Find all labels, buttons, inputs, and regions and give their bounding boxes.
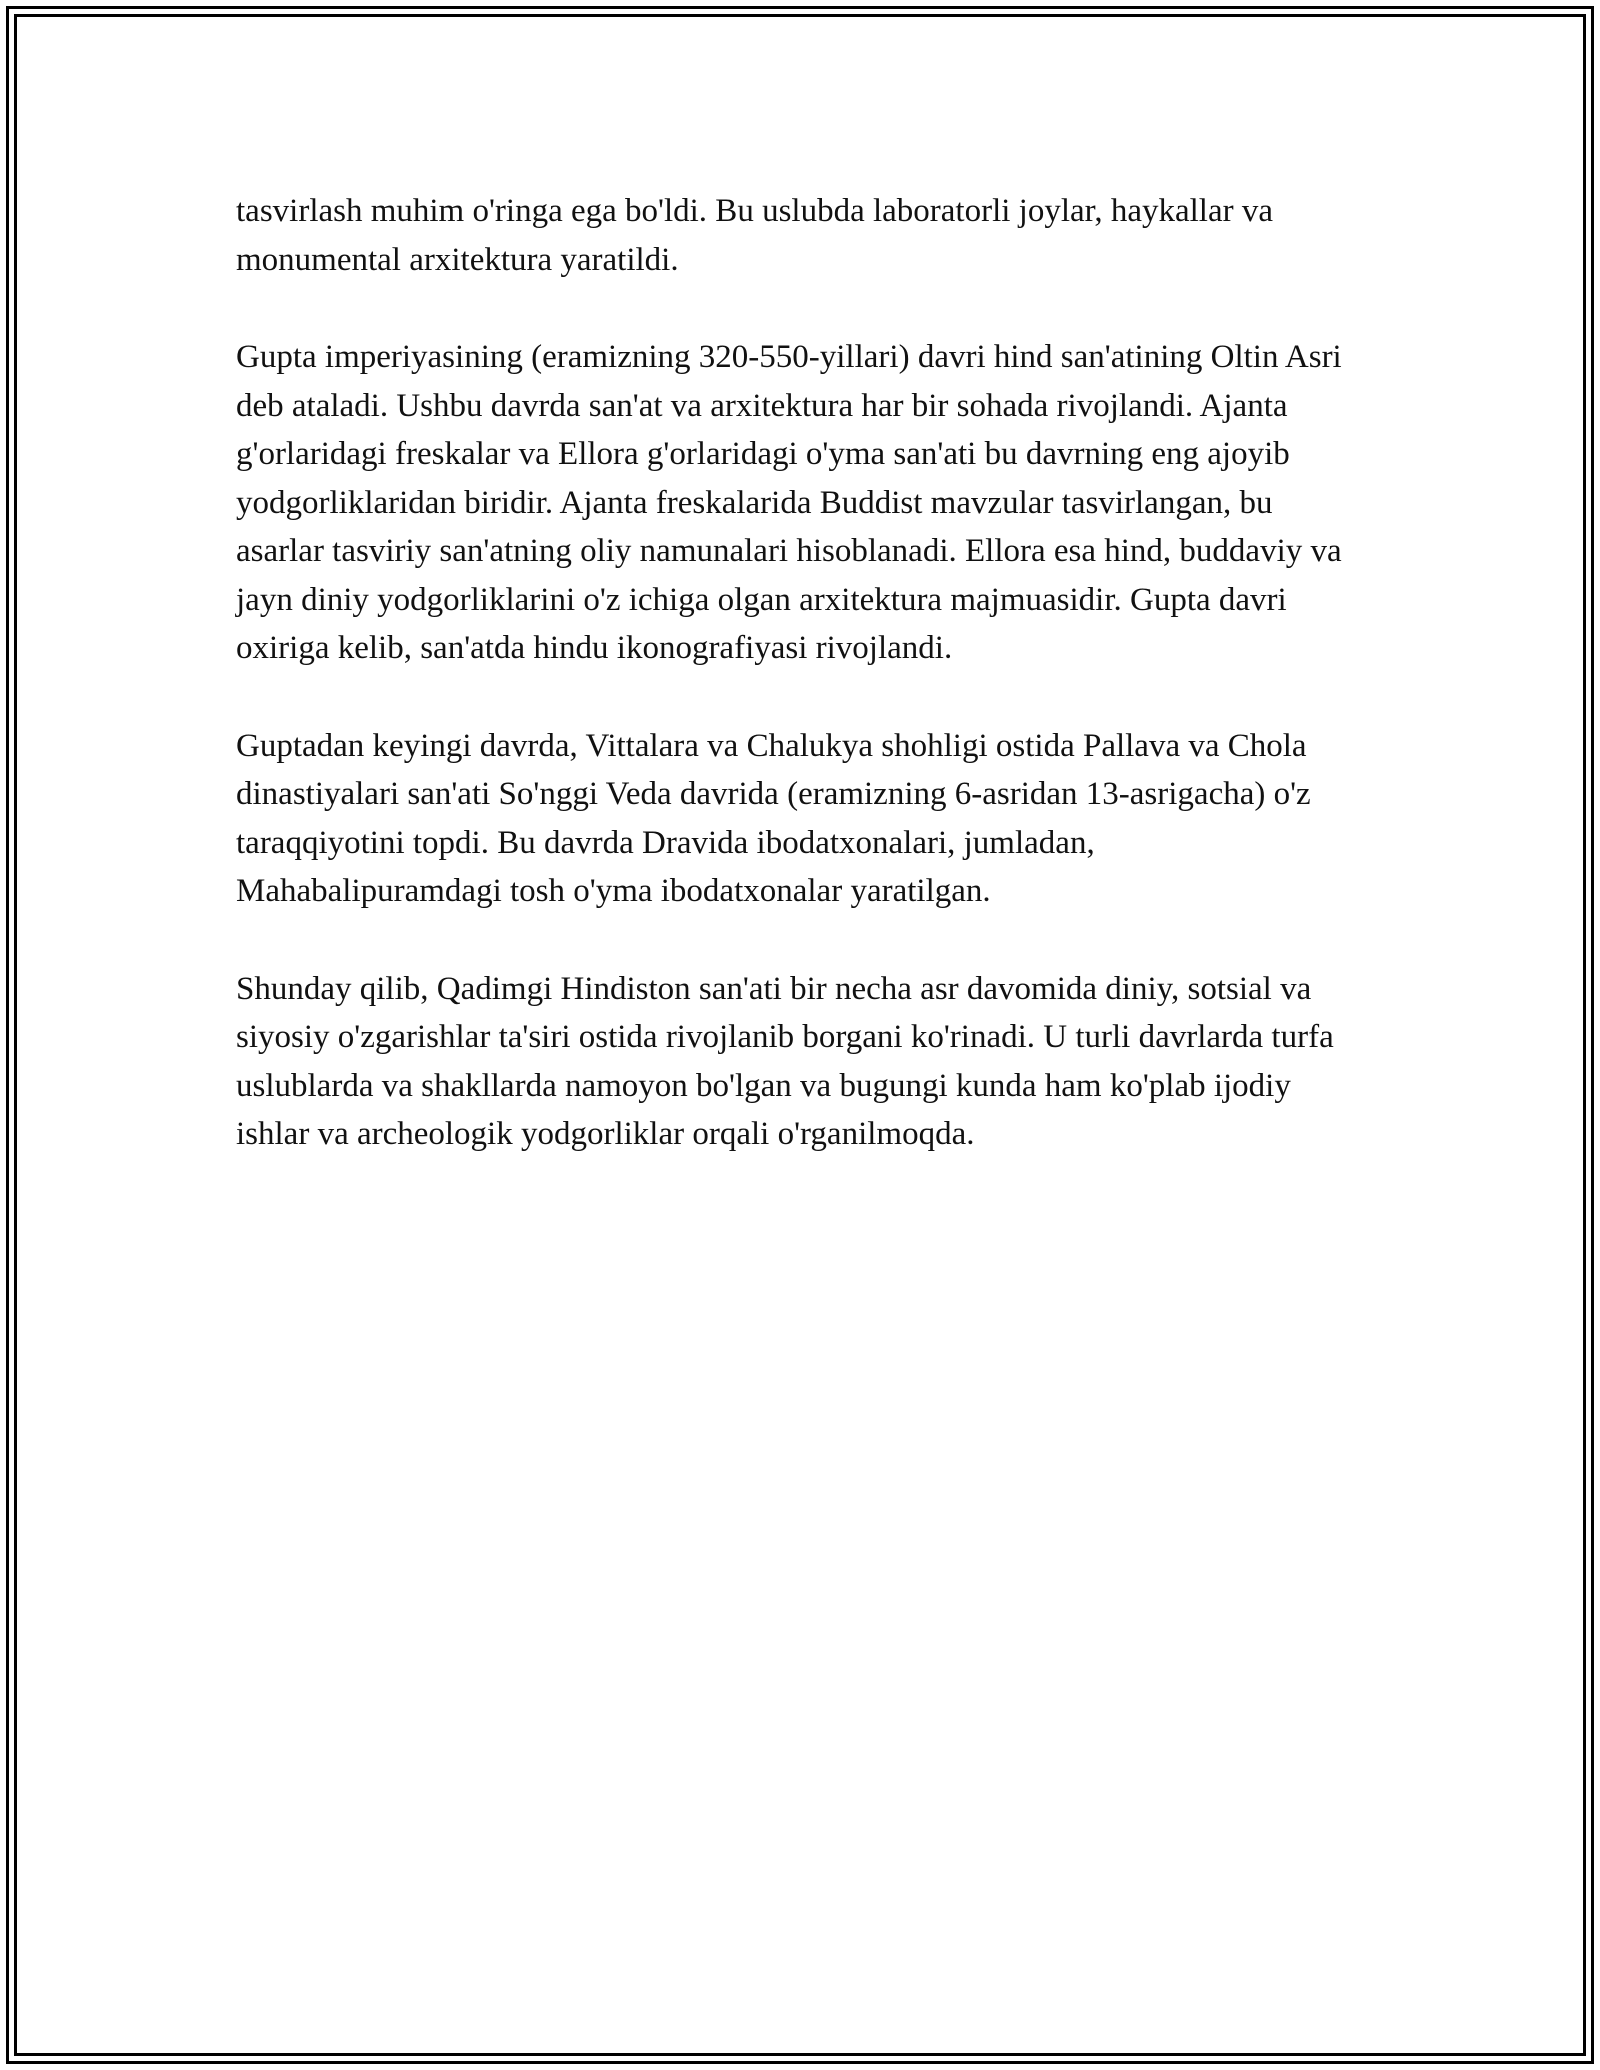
paragraph-3: Guptadan keyingi davrda, Vittalara va Chalukya shohligi ostida Pallava va Chola dinastiyalari san'ati So'nggi Veda davrida (eramizning 6-asridan 13-asrigacha) o'z taraqqiyotini topdi. Bu davrda Dravida ibodatxonalari, jumladan, Mahabalipuramdagi tosh o'yma ibodatxonalar yaratilgan.	[236, 727, 1311, 909]
paragraph-1: tasvirlash muhim o'ringa ega bo'ldi. Bu uslubda laboratorli joylar, haykallar va monumental arxitektura yaratildi.	[236, 193, 1273, 278]
paragraph-4: Shunday qilib, Qadimgi Hindiston san'ati bir necha asr davomida diniy, sotsial va siyosiy o'zgarishlar ta'siri ostida rivojlanib borgani ko'rinadi. U turli davrlarda turfa uslublarda va shakllarda namoyon bo'lgan va bugungi kunda ham ko'plab ijodiy ishlar va archeologik yodgorliklar orqali o'rganilmoqda.	[236, 970, 1334, 1152]
document-body	[236, 187, 1356, 1208]
paragraph-2: Gupta imperiyasining (eramizning 320-550-yillari) davri hind san'atining Oltin Asri deb ataladi. Ushbu davrda san'at va arxitektura har bir sohada rivojlandi. Ajanta g'orlaridagi freskalar va Ellora g'orlaridagi o'yma san'ati bu davrning eng ajoyib yodgorliklaridan biridir. Ajanta freskalarida Buddist mavzular tasvirlangan, bu asarlar tasviriy san'atning oliy namunalari hisoblanadi. Ellora esa hind, buddaviy va jayn diniy yodgorliklarini o'z ichiga olgan arxitektura majmuasidir. Gupta davri oxiriga kelib, san'atda hindu ikonografiyasi rivojlandi.	[236, 339, 1342, 666]
